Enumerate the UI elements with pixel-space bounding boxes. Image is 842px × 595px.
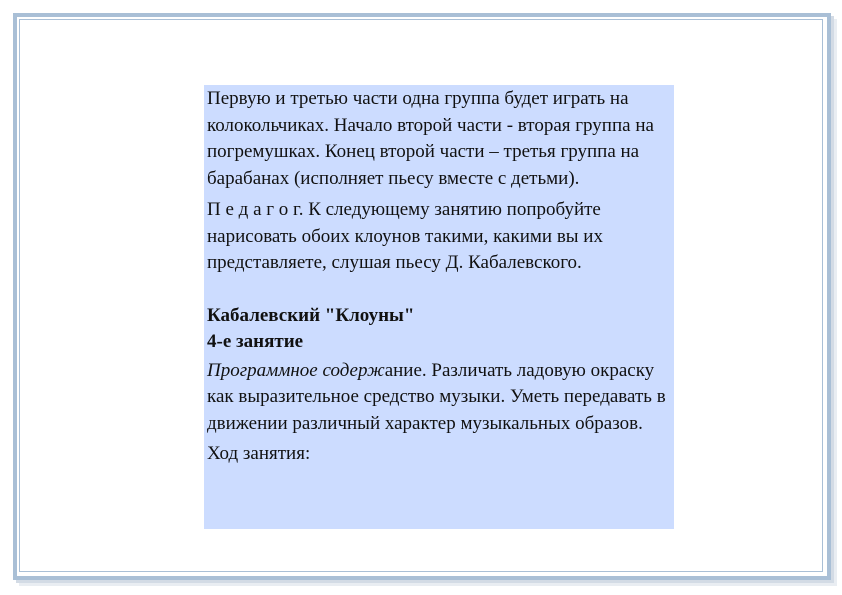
text-box [204, 85, 674, 529]
heading-piece: Кабалевский "Клоуны" [207, 304, 415, 326]
paragraph-instruments: Первую и третью части одна группа будет играть на колокольчиках. Начало второй части - вторая группа на погремушках. Конец второй части – третья группа на барабанах (исполняет пьесу вместе с детьми). [207, 88, 654, 189]
paragraph-teacher-task: П е д а г о г. К следующему занятию попробуйте нарисовать обоих клоунов такими, какими вы их представляете, слушая пьесу Д. Кабалевского. [207, 199, 603, 273]
program-content-label-rest: ание. [384, 359, 427, 381]
program-content-label-italic: Программное содерж [207, 359, 385, 381]
spacer [207, 277, 670, 303]
heading-lesson: 4-е занятие [207, 331, 304, 352]
paragraph-lesson-progress: Ход занятия: [207, 443, 311, 464]
program-content-text: Различать ладовую окраску как выразительное средство музыки. Уметь передавать в движении различный характер музыкальных образов. [207, 359, 666, 434]
paragraph-program-content [207, 358, 670, 438]
